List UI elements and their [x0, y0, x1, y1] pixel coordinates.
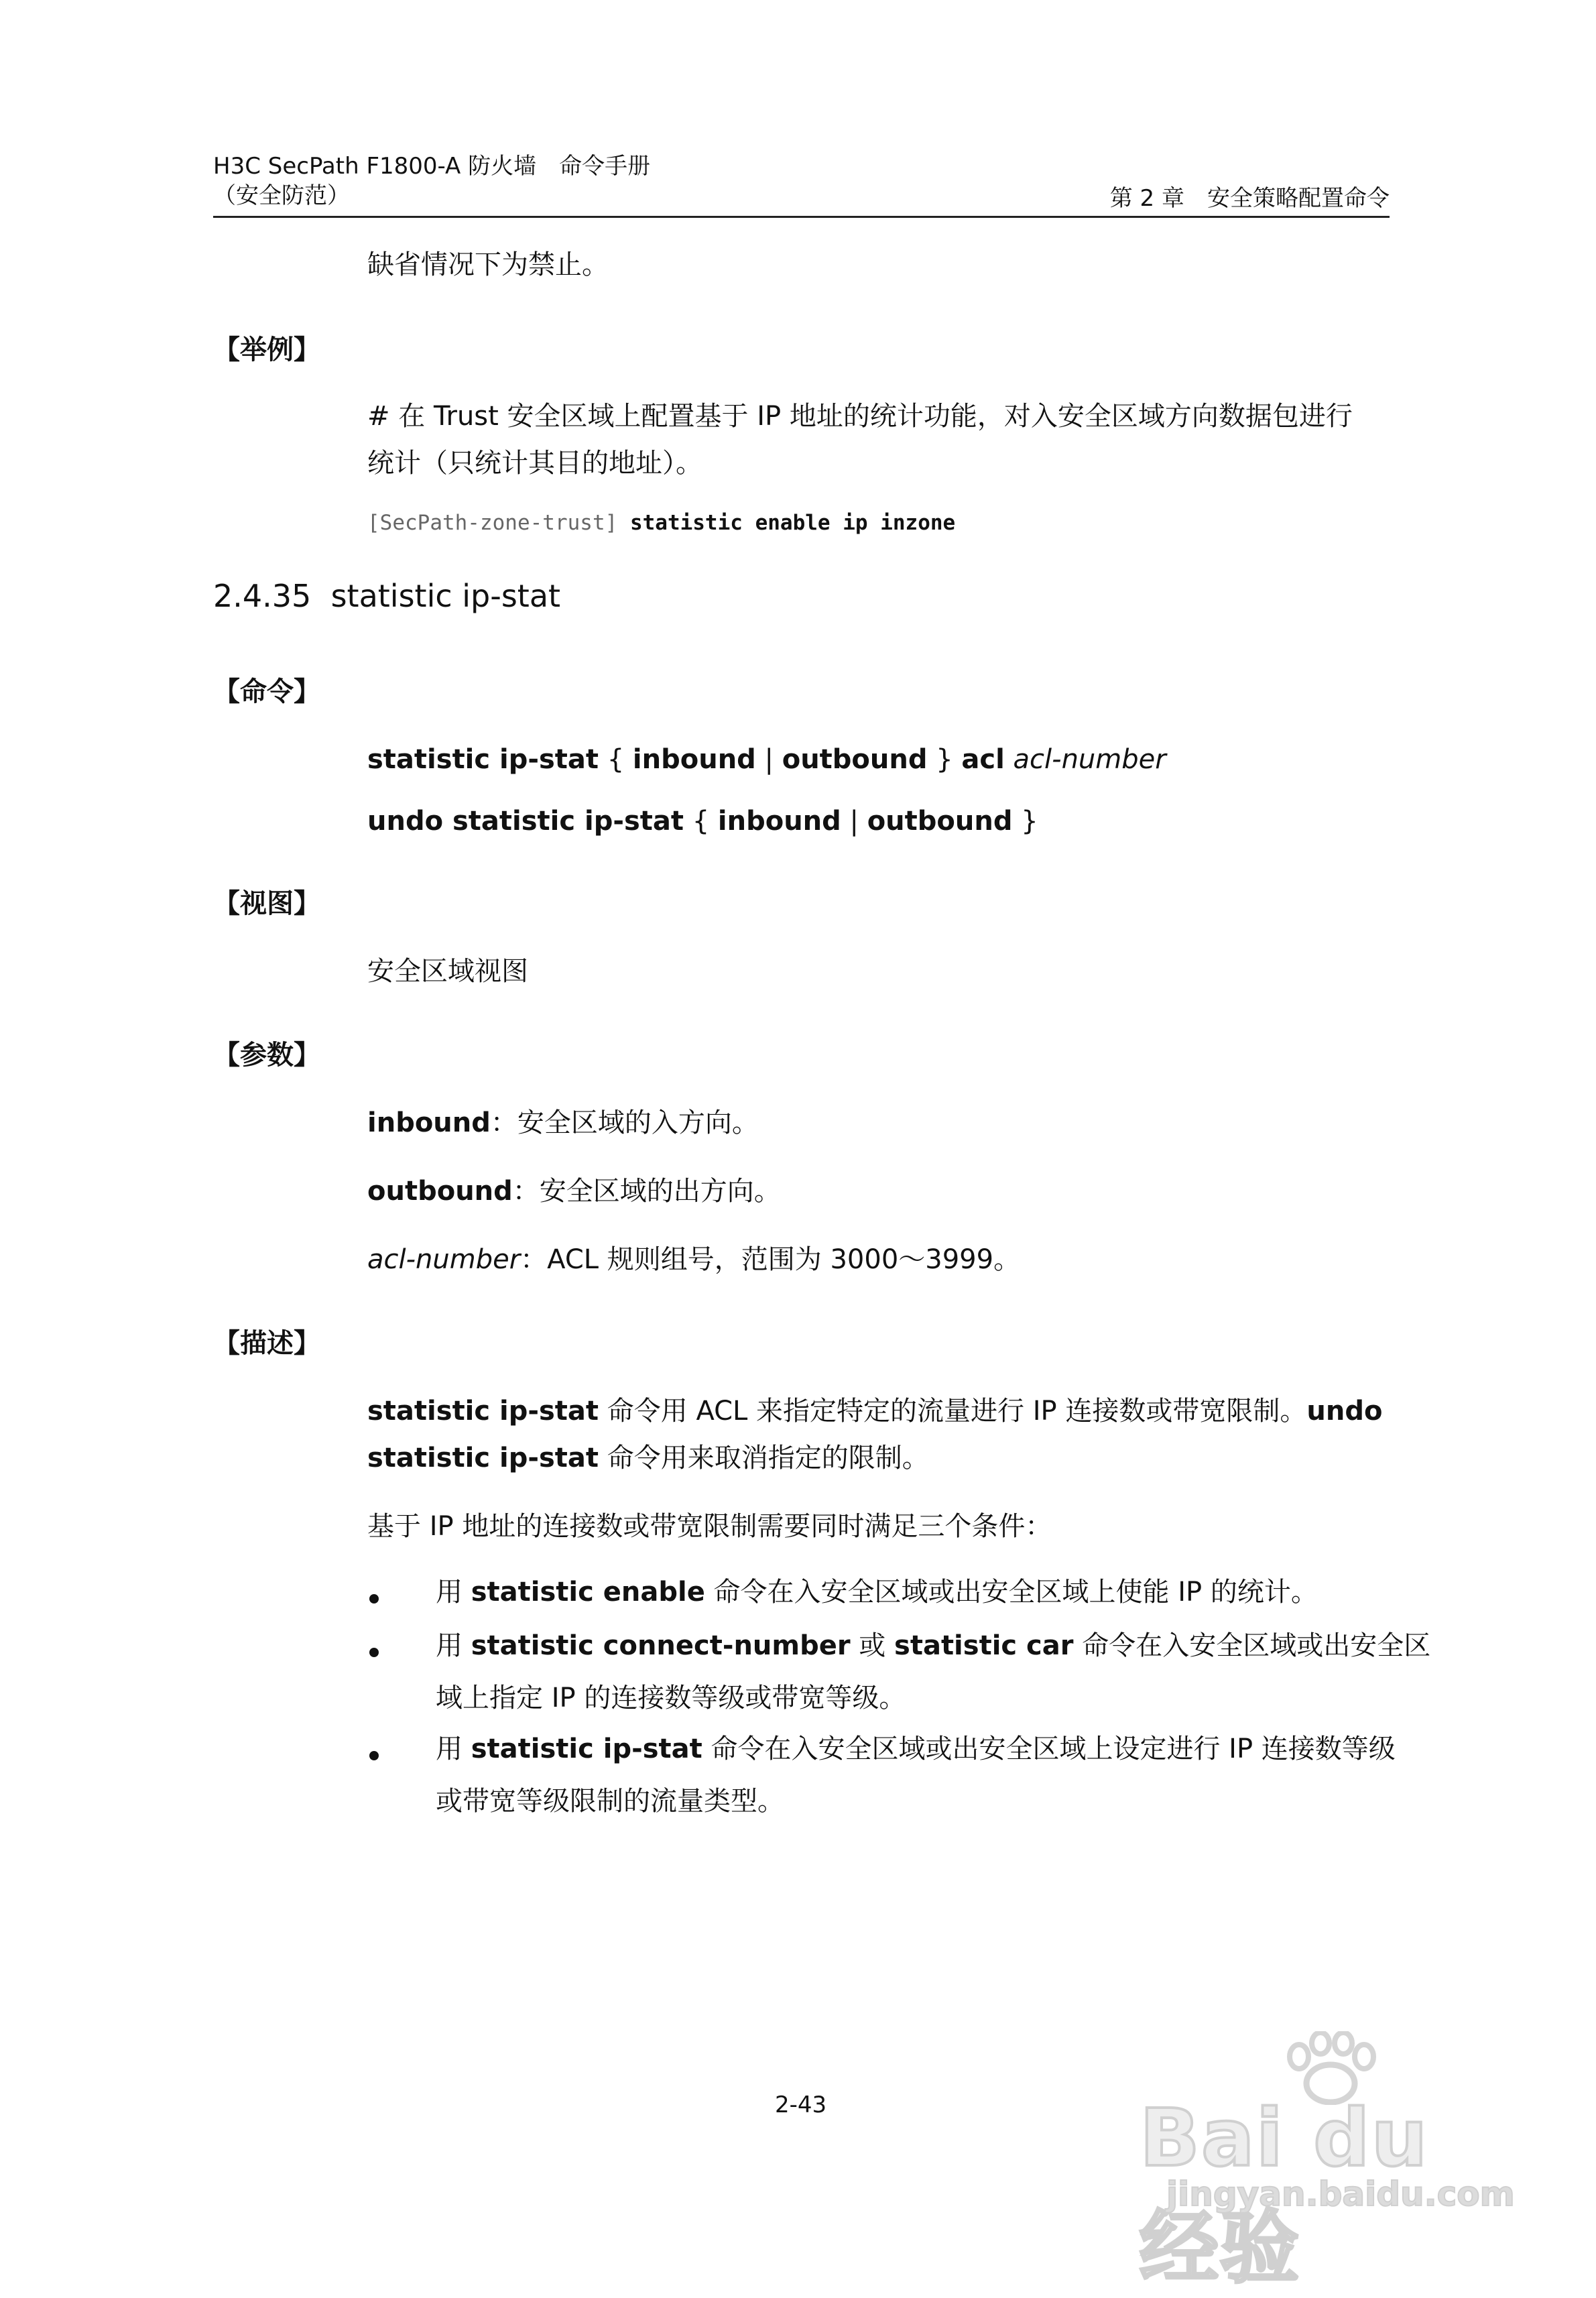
watermark-logo: Bai du 经验	[1140, 2092, 1429, 2294]
bullet-dot	[369, 1751, 379, 1760]
bullet-text: 命令在入安全区域或出安全区域上设定进行 IP 连接数等级	[702, 1734, 1396, 1764]
bullet-text: 用	[436, 1734, 471, 1764]
code-prompt: [SecPath-zone-trust]	[367, 511, 618, 535]
page-number: 2-43	[775, 2092, 827, 2118]
view-tag: 【视图】	[213, 888, 320, 919]
bullet-dot	[369, 1594, 379, 1604]
desc-kw: statistic ip-stat	[367, 1396, 599, 1427]
param-inbound	[367, 1099, 759, 1146]
bullet-text: 命令在入安全区域或出安全区	[1073, 1630, 1431, 1661]
param-desc: ：安全区域的出方向。	[512, 1176, 781, 1207]
example-desc-line1: # 在 Trust 安全区域上配置基于 IP 地址的统计功能，对入安全区域方向数据包进行	[367, 401, 1353, 432]
param-outbound	[367, 1168, 781, 1215]
param-name: inbound	[367, 1107, 491, 1138]
example-desc-line2: 统计（只统计其目的地址）。	[367, 448, 702, 479]
cmd1-brace-open: {	[599, 744, 633, 775]
header-rule	[213, 216, 1390, 218]
desc-p1-line2	[367, 1435, 929, 1481]
param-name: acl-number	[367, 1244, 521, 1275]
bullet-2-line2: 域上指定 IP 的连接数等级或带宽等级。	[436, 1683, 906, 1713]
cmd2-opt-outbound: outbound	[867, 806, 1013, 837]
command-tag: 【命令】	[213, 676, 320, 707]
bullet-text: 命令在入安全区域或出安全区域上使能 IP 的统计。	[704, 1577, 1318, 1608]
param-desc: ：ACL 规则组号，范围为 3000～3999。	[520, 1244, 1021, 1275]
cmd1-opt-outbound: outbound	[782, 744, 928, 775]
cmd2-brace-close: }	[1012, 806, 1038, 837]
watermark	[1099, 2031, 1528, 2294]
bullet-1	[436, 1569, 1318, 1616]
param-acl-number	[367, 1236, 1020, 1283]
bullet-kw: statistic enable	[471, 1577, 705, 1608]
desc-p1-line1	[367, 1388, 1382, 1435]
cmd1-arg: acl-number	[1013, 744, 1166, 775]
bullet-2-line1	[436, 1622, 1430, 1669]
cmd2-sep: |	[841, 806, 867, 837]
example-code	[367, 511, 955, 535]
header-chapter: 第 2 章 安全策略配置命令	[1109, 185, 1390, 212]
description-tag: 【描述】	[213, 1328, 320, 1359]
param-desc: ：安全区域的入方向。	[490, 1107, 759, 1138]
header-subtitle: （安全防范）	[213, 182, 350, 209]
cmd1-sep: |	[755, 744, 782, 775]
cmd1-acl: acl	[961, 744, 1005, 775]
params-tag: 【参数】	[213, 1040, 320, 1071]
cmd2-opt-inbound: inbound	[717, 806, 841, 837]
section-heading	[213, 578, 560, 614]
bullet-text: 用	[436, 1577, 471, 1608]
view-text: 安全区域视图	[367, 956, 528, 987]
bullet-text: 用	[436, 1630, 471, 1661]
bullet-dot	[369, 1648, 379, 1657]
cmd1-opt-inbound: inbound	[632, 744, 756, 775]
cmd1-brace-close: }	[927, 744, 962, 775]
cmd2-brace-open: {	[684, 806, 718, 837]
bullet-kw: statistic connect-number	[471, 1630, 851, 1661]
bullet-kw: statistic ip-stat	[471, 1734, 702, 1764]
bullet-3-line1	[436, 1726, 1396, 1772]
desc-text: 命令用 ACL 来指定特定的流量进行 IP 连接数或带宽限制。	[599, 1396, 1307, 1427]
command-syntax-2	[367, 798, 1038, 845]
desc-kw-undo: undo	[1306, 1396, 1383, 1427]
cmd2-keyword: undo statistic ip-stat	[367, 806, 684, 837]
example-tag: 【举例】	[213, 335, 320, 365]
desc-kw: statistic ip-stat	[367, 1443, 599, 1473]
desc-p2: 基于 IP 地址的连接数或带宽限制需要同时满足三个条件：	[367, 1511, 1052, 1542]
header-title: H3C SecPath F1800-A 防火墙 命令手册	[213, 153, 651, 180]
code-command: statistic enable ip inzone	[629, 511, 956, 535]
desc-text: 命令用来取消指定的限制。	[599, 1443, 929, 1473]
bullet-text: 或	[850, 1630, 895, 1661]
cmd1-keyword: statistic ip-stat	[367, 744, 599, 775]
bullet-kw: statistic car	[894, 1630, 1074, 1661]
bullet-3-line2: 或带宽等级限制的流量类型。	[436, 1786, 784, 1817]
section-number: 2.4.35	[213, 578, 312, 614]
section-title: statistic ip-stat	[330, 578, 561, 614]
default-note: 缺省情况下为禁止。	[367, 249, 609, 280]
command-syntax-1	[367, 736, 1166, 783]
watermark-url: jingyan.baidu.com	[1166, 2175, 1515, 2214]
param-name: outbound	[367, 1176, 513, 1207]
